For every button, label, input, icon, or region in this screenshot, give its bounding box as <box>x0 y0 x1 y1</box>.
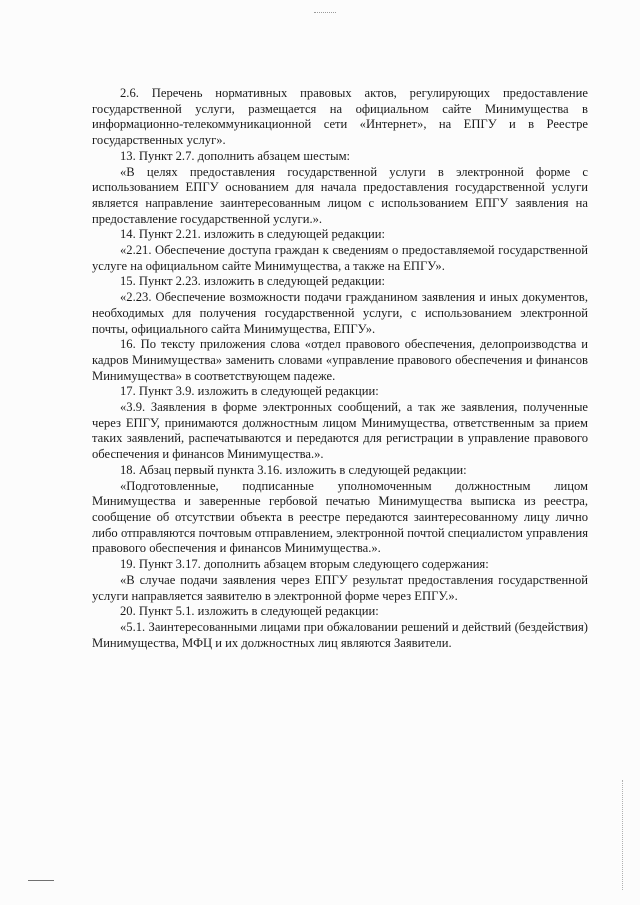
scan-artifact-top <box>314 12 336 15</box>
paragraph-14-text: «2.21. Обеспечение доступа граждан к сведениям о предоставляемой государственной услуге на официальном сайте Минимущества, а также на ЕПГУ». <box>92 243 588 273</box>
paragraph-17-text: «3.9. Заявления в форме электронных сообщений, а так же заявления, полученные через ЕПГУ, принимаются должностным лицом Минимущества, ответственным за прием таких заявлений, распечатываются и передаются для регистрации в управление правового обеспечения и финансов Минимущества.». <box>92 400 588 462</box>
paragraph-13-heading: 13. Пункт 2.7. дополнить абзацем шестым: <box>120 148 351 163</box>
paragraph-13-text: «В целях предоставления государственной услуги в электронной форме с использованием ЕПГУ основанием для начала предоставления государственной услуги является направление заинтересованным лицом с использованием ЕПГУ заявления на предоставление государственной услуги.». <box>92 164 588 226</box>
paragraph-20-heading: 20. Пункт 5.1. изложить в следующей редакции: <box>120 604 379 619</box>
scan-artifact-bottom-line <box>28 880 54 881</box>
paragraph-15-text: «2.23. Обеспечение возможности подачи гражданином заявления и иных документов, необходимых для получения государственной услуги, с использованием электронной почты, официального сайта Минимущества, ЕПГУ». <box>92 290 588 336</box>
paragraph-18-heading: 18. Абзац первый пункта 3.16. изложить в следующей редакции: <box>120 462 467 477</box>
paragraph-18-text: «Подготовленные, подписанные уполномоченным должностным лицом Минимущества и заверенные гербовой печатью Минимущества выписка из реестра, сообщение об отсутствии объекта в реестре передаются заинтересованному лицу лично либо отправляются почтовым отправлением, электронной почтой специалистом управления правового обеспечения и финансов Минимущества.». <box>92 478 588 556</box>
paragraph-14-heading: 14. Пункт 2.21. изложить в следующей редакции: <box>120 227 386 242</box>
paragraph-16: 16. По тексту приложения слова «отдел правового обеспечения, делопроизводства и кадров Минимущества» заменить словами «управление правового обеспечения и финансов Минимущества» в соответствующем падеже. <box>92 337 588 383</box>
paragraph-15-heading: 15. Пункт 2.23. изложить в следующей редакции: <box>120 274 386 289</box>
paragraph-17-heading: 17. Пункт 3.9. изложить в следующей редакции: <box>120 384 379 399</box>
scan-artifact-right-edge <box>622 780 624 890</box>
paragraph-19-text: «В случае подачи заявления через ЕПГУ результат предоставления государственной услуги направляется заявителю в электронной форме через ЕПГУ.». <box>92 572 588 603</box>
paragraph-2-6: 2.6. Перечень нормативных правовых актов, регулирующих предоставление государственной услуги, размещается на официальном сайте Минимущества в информационно-телекоммуникационной сети «Интернет», на ЕПГУ и в Реестре государственных услуг». <box>92 86 588 148</box>
document-body <box>92 86 588 651</box>
paragraph-19-heading: 19. Пункт 3.17. дополнить абзацем вторым следующего содержания: <box>120 557 489 572</box>
paragraph-20-text: «5.1. Заинтересованными лицами при обжаловании решений и действий (бездействия) Минимущества, МФЦ и их должностных лиц являются Заявители. <box>92 619 588 650</box>
